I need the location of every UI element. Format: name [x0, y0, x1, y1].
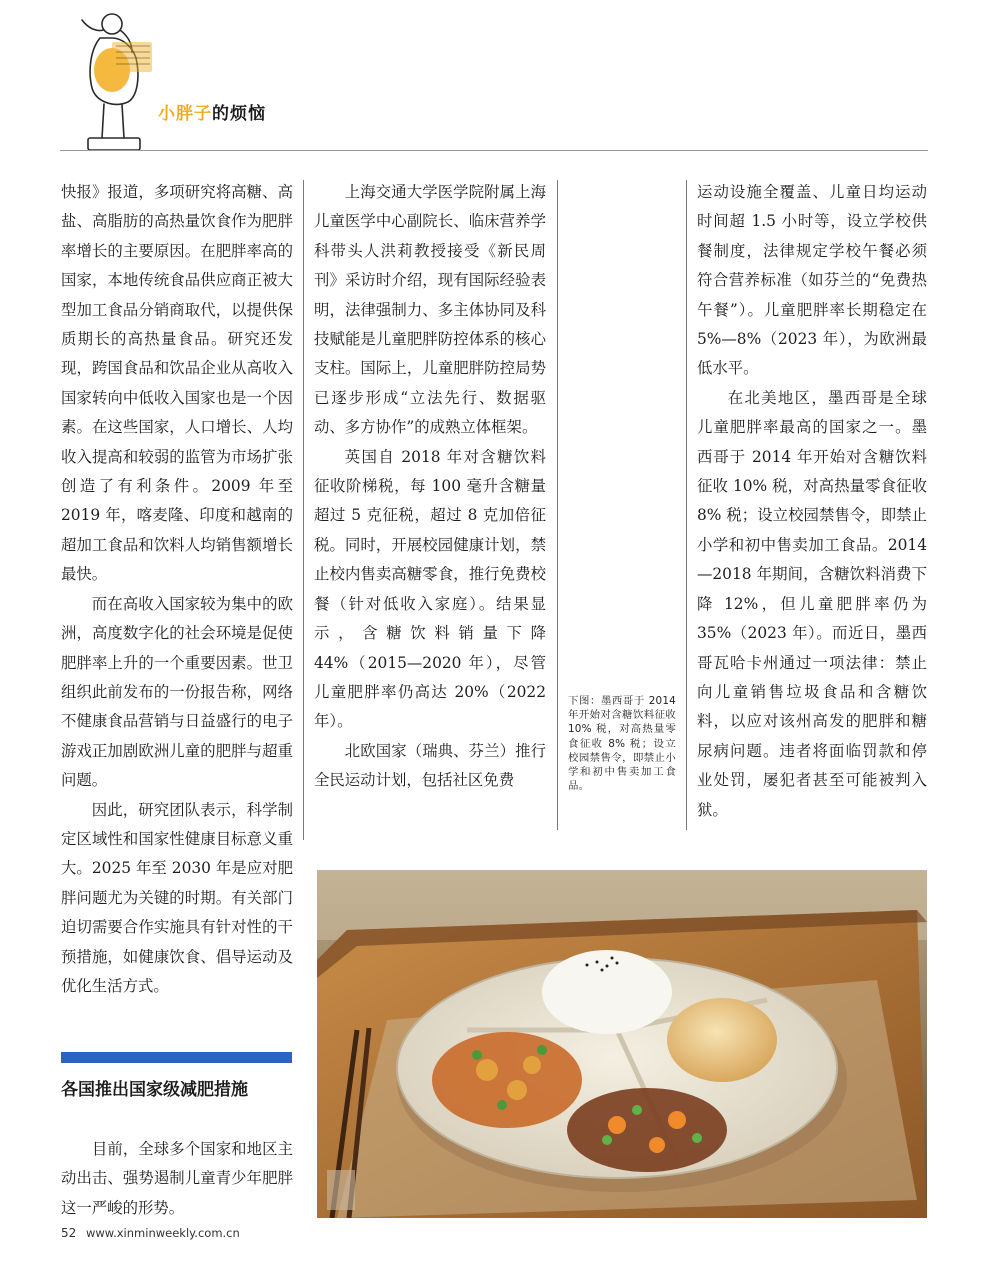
section-title-highlight: 小胖子 — [158, 104, 212, 124]
col1-paragraph-2: 而在高收入国家较为集中的欧洲，高度数字化的社会环境是促使肥胖率上升的一个重要因素。世卫组织此前发布的一份报告称，网络不健康食品营销与日益盛行的电子游戏正加剧欧洲儿童的肥胖与超重问题。 — [61, 594, 293, 790]
website-url: www.xinminweekly.com.cn — [85, 1226, 240, 1240]
subhead: 各国推出国家级减肥措施 — [61, 1080, 248, 1100]
col2-paragraph-3: 北欧国家（瑞典、芬兰）推行全民运动计划，包括社区免费 — [314, 741, 546, 790]
school-lunch-photo — [317, 870, 927, 1218]
page-footer — [61, 1226, 240, 1240]
column-divider-1 — [303, 180, 304, 840]
column-divider-3 — [686, 180, 687, 830]
article-column-4 — [697, 178, 927, 825]
section-title-rest: 的烦恼 — [212, 104, 266, 124]
col1-paragraph-1: 快报》报道，多项研究将高糖、高盐、高脂肪的高热量饮食作为肥胖率增长的主要原因。在肥胖率高的国家，本地传统食品供应商正被大型加工食品分销商取代，以提供保质期长的高热量食品。研究还发现，跨国食品和饮品企业从高收入国家转向中低收入国家也是一个因素。在这些国家，人口增长、人均收入提高和较弱的监管为市场扩张创造了有利条件。2009 年至 2019 年，喀麦隆、印度和越南的超加工食品和饮料人均销售额增长最快。 — [61, 183, 293, 584]
subhead-accent-bar — [61, 1052, 292, 1063]
header-divider — [60, 150, 928, 151]
col2-paragraph-2: 英国自 2018 年对含糖饮料征收阶梯税，每 100 毫升含糖量超过 5 克征税，超过 8 克加倍征税。同时，开展校园健康计划，禁止校内售卖高糖零食，推行免费校餐（针对低收入家庭）。结果显示，含糖饮料销量下降 44%（2015—2020 年），尽管儿童肥胖率仍高达 20%（2022 年）。 — [314, 447, 546, 731]
col4-paragraph-1: 运动设施全覆盖、儿童日均运动时间超 1.5 小时等，设立学校供餐制度，法律规定学校午餐必须符合营养标准（如芬兰的“免费热午餐”）。儿童肥胖率长期稳定在 5%—8%（2023 年），为欧洲最低水平。 — [697, 183, 927, 378]
col1-paragraph-3: 因此，研究团队表示，科学制定区域性和国家性健康目标意义重大。2025 年至 2030 年是应对肥胖问题尤为关键的时期。有关部门迫切需要合作实施具有针对性的干预措施，如健康饮食、倡导运动及优化生活方式。 — [61, 800, 293, 995]
section-title — [158, 99, 266, 124]
article-column-2 — [314, 178, 546, 796]
col2-paragraph-1: 上海交通大学医学院附属上海儿童医学中心副院长、临床营养学科带头人洪莉教授接受《新民周刊》采访时介绍，现有国际经验表明，法律强制力、多主体协同及科技赋能是儿童肥胖防控体系的核心支柱。国际上，儿童肥胖防控局势已逐步形成“立法先行、数据驱动、多方协作”的成熟立体框架。 — [314, 183, 546, 437]
intro-text: 目前，全球多个国家和地区主动出击、强势遏制儿童青少年肥胖这一严峻的形势。 — [61, 1140, 293, 1217]
photo-caption: 下图：墨西哥于 2014 年开始对含糖饮料征收 10% 税，对高热量零食征收 8% 税；设立校园禁售令，即禁止小学和初中售卖加工食品。 — [568, 695, 676, 793]
intro-paragraph — [61, 1135, 293, 1223]
page-number: 52 — [61, 1226, 77, 1240]
child-on-scale-illustration — [70, 10, 200, 160]
column-divider-2 — [557, 180, 558, 830]
article-column-1 — [61, 178, 293, 1001]
col4-paragraph-2: 在北美地区，墨西哥是全球儿童肥胖率最高的国家之一。墨西哥于 2014 年开始对含糖饮料征收 10% 税，对高热量零食征收 8% 税；设立校园禁售令，即禁止小学和初中售卖加工食品。2014—2018 年期间，含糖饮料消费下降 12%，但儿童肥胖率仍为 35%（2023 年）。而近日，墨西哥瓦哈卡州通过一项法律：禁止向儿童销售垃圾食品和含糖饮料，以应对该州高发的肥胖和糖尿病问题。违者将面临罚款和停业处罚，屡犯者甚至可能被判入狱。 — [697, 388, 927, 819]
